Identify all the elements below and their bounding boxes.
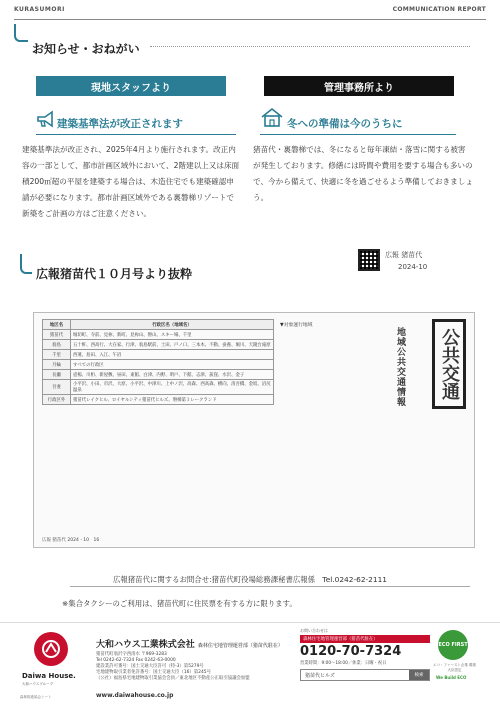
table-cell: 猪苗代レイクヒル、ロイヤルシティ猪苗代ヒルズ、磐梯第１レークランド: [71, 395, 274, 405]
table-header-row: [43, 320, 274, 330]
table-row: [43, 330, 274, 340]
underline: [36, 134, 236, 135]
house-icon: [260, 106, 284, 132]
table-header: 地区名: [43, 320, 71, 330]
table-cell: すべての行政区: [71, 360, 274, 370]
section-hook-icon: [14, 24, 28, 42]
daiwa-house-logo-icon: [34, 632, 68, 666]
search-box[interactable]: [300, 669, 430, 681]
staff-subhead: 建築基準法が改正されます: [57, 118, 183, 130]
table-cell: 西蓮、島田、入江、午沼: [71, 350, 274, 360]
table-cell: 千里: [43, 350, 71, 360]
qr-code-icon: [358, 249, 380, 271]
table-cell: 壺楊、川桁、新屋敷、昼田、東館、白津、内野、明戸、下館、志津、荻窪、水沢、金子: [71, 370, 274, 380]
info-line: （公社）福島県宅地建物取引業協会会員／東北地区不動産公正取引協議会加盟: [96, 676, 250, 681]
table-cell: 五十軒、西高行、大在家、行津、翁島駅前、土田、戸ノ口、三本木、不動、蚕養、堀川、天鏡台滝原: [71, 340, 274, 350]
search-button[interactable]: 検索: [409, 670, 429, 680]
office-body: 猪苗代・裏磐梯では、冬になると毎年凍結・落雪に関する被害が発生しております。修繕には時間や費用を要する場合も多いので、今から備えて、快適に冬を過ごせるよう準備しておきましょう。: [253, 145, 473, 202]
section1-title: お知らせ・おねがい: [32, 42, 140, 56]
company-dept: 森林住宅地管理運営部（猪苗代駐在）: [197, 643, 283, 649]
table-cell: 猪苗代: [43, 330, 71, 340]
report-header: COMMUNICATION REPORT: [392, 6, 486, 13]
business-hours: 営業時間：9:00〜18:00／休業：日曜・祝日: [300, 661, 387, 666]
table-cell: 堀切町、寺前、見祢、新町、見祢山、磐山、スキー場、千里: [71, 330, 274, 340]
table-row: [43, 395, 274, 405]
contact-dept: 森林住宅地管理運営部（猪苗代駐在）: [300, 635, 430, 643]
eco-sub: エコ・ファースト企業 環境大臣認定: [433, 663, 476, 672]
newsletter-clipping: [33, 312, 475, 548]
table-cell: 長瀬: [43, 370, 71, 380]
company-name-text: 大和ハウス工業株式会社: [96, 640, 195, 650]
staff-tag: 現地スタッフより: [36, 76, 226, 96]
paper-label: 広報 猪苗代: [385, 251, 423, 259]
taxi-note: ※集合タクシーのご利用は、猪苗代町に住民票を有する方に限ります。: [62, 599, 297, 608]
table-row: [43, 370, 274, 380]
info-line: 建設業許可番号：国土交通大臣許可（特-3）第5279号: [96, 664, 204, 669]
info-line: 猪苗代町翁沢字西清水 〒969-3283: [96, 652, 167, 657]
phone-number[interactable]: 0120-70-7324: [300, 644, 402, 659]
section-hook-icon: [20, 254, 32, 274]
district-table: [42, 319, 274, 405]
brand-name: Daiwa House.: [22, 672, 76, 680]
company-info: [96, 652, 286, 682]
big-title: 公共交通: [432, 319, 466, 409]
clipping-footer: 広報 猪苗代 2024・10 16: [42, 538, 100, 543]
section2-title: 広報猪苗代１０月号より抜粋: [36, 267, 193, 281]
info-line: Tel 0242-62-7324 Fax 0242-63-0000: [96, 658, 176, 663]
staff-body: 建築基準法が改正され、2025年4月より施行されます。改正内容の一部として、都市計画区域外において、2階建以上又は床面積200㎡超の平屋を建築する場合は、木造住宅でも建築確認申請が必要になります。都市計画区域外である裏磐梯リゾートで新築をご計画の方はご注意ください。: [22, 145, 240, 218]
brand-sub: 大和ハウスグループ: [22, 682, 54, 686]
company-name: [96, 637, 283, 650]
table-cell: 吾妻: [43, 380, 71, 395]
contact-label: お問い合わせは: [300, 628, 328, 633]
underline: [260, 134, 456, 135]
table-row: [43, 380, 274, 395]
eco-first-logo: ECO FIRST: [438, 630, 468, 660]
stop-note: ▼対象運行地域: [280, 323, 313, 328]
office-tag: 管理事務所より: [264, 76, 454, 96]
divider: [150, 46, 470, 47]
info-line: 宅地建物取引業者免許番号：国土交通大臣（16）第245号: [96, 670, 211, 675]
table-cell: 翁島: [43, 340, 71, 350]
table-cell: 行政区外: [43, 395, 71, 405]
website-link[interactable]: www.daiwahouse.co.jp: [96, 692, 174, 699]
fsc-note: 森林推進協会シート: [20, 695, 52, 699]
vertical-title: 地域公共交通情報: [395, 327, 405, 407]
office-subhead: 冬への準備は今のうちに: [287, 118, 403, 130]
search-text: 猪苗代ヒルズ: [305, 672, 335, 679]
table-row: [43, 340, 274, 350]
contact-line: 広報猪苗代に関するお問合せ:猪苗代町役場総務課秘書広報係 Tel.0242-62-2111: [113, 575, 387, 584]
table-row: [43, 360, 274, 370]
table-cell: 小平沢、小田、市沢、大原、小平沢、中津川、上中ノ沢、高森、西高森、横向、清吾橋、金坂、沼尻温泉: [71, 380, 274, 395]
table-cell: 月輪: [43, 360, 71, 370]
megaphone-icon: [36, 110, 56, 132]
page-header: [14, 6, 486, 20]
table-header: 行政区名（地域名）: [71, 320, 274, 330]
paper-date: 2024-10: [398, 263, 428, 271]
we-build-eco-logo: We Build ECO: [436, 675, 467, 680]
divider: [70, 586, 470, 587]
brand-header: KURASUMORI: [14, 6, 65, 13]
table-row: [43, 350, 274, 360]
